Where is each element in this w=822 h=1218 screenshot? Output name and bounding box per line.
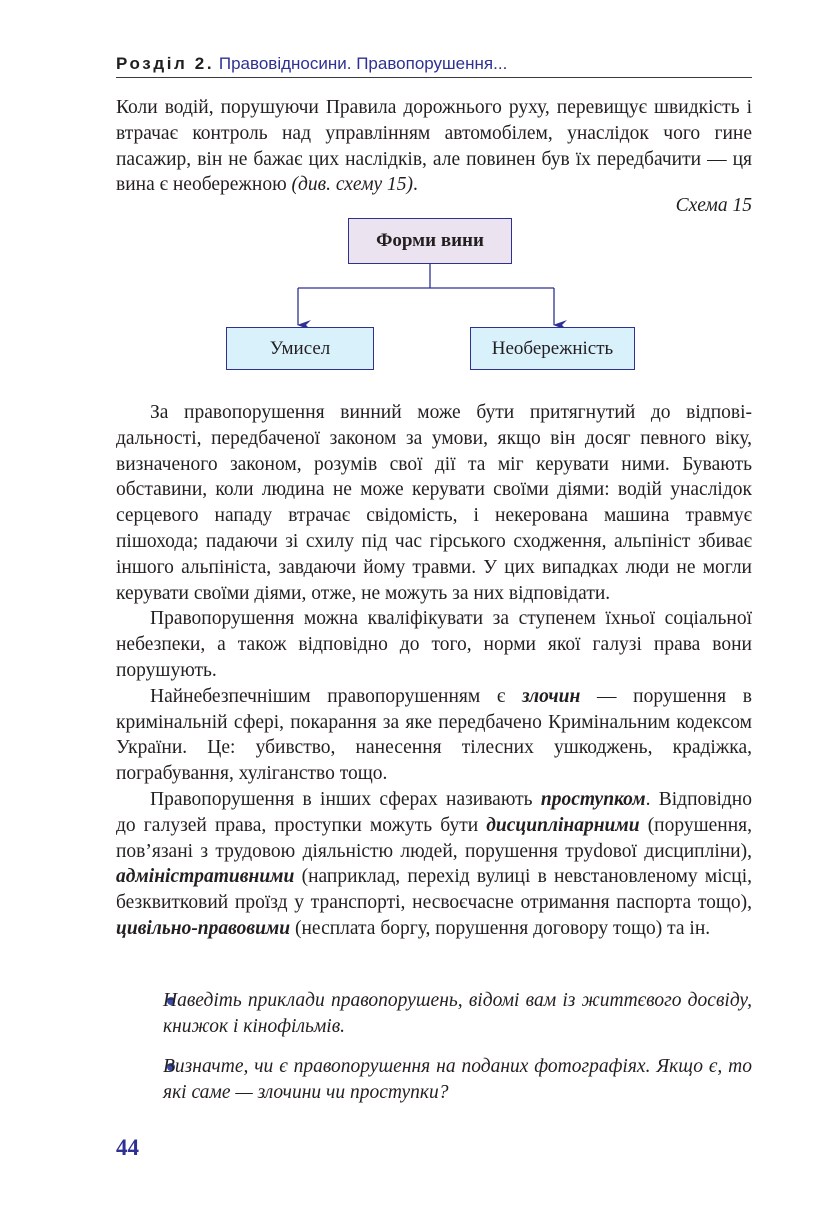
paragraph-offence <box>116 787 752 942</box>
term-crime: злочин <box>521 685 581 707</box>
term-offence: проступком <box>540 788 646 810</box>
section-title: Правовідносини. Правопорушення... <box>218 54 508 73</box>
text-run: . Відповідно до галузей права, проступки можуть бути <box>116 788 752 836</box>
paragraph-classification: Правопорушення можна кваліфікувати за ступенем їхньої соціальної небезпеки, а також відповідно до того, норми якої галузі права вони порушують. <box>116 608 752 681</box>
section-label: Розділ 2. <box>116 54 215 73</box>
text-run: (несплата боргу, порушення договору тощо) та ін. <box>290 917 711 939</box>
text-run: (наприклад, перехід вулиці в невстановленому місці, безквитковий проїзд у транспорті, несвоєчасне отримання паспорта тощо), <box>116 866 752 914</box>
scheme-label: Схема 15 <box>675 195 752 216</box>
text-run: Найнебезпечнішим правопорушенням є <box>150 685 522 707</box>
text-run: (порушення, пов’язані з трудовою діяльністю людей, порушення труdової дисципліни), <box>116 814 752 862</box>
text-run: — порушення в кримінальній сфері, покарання за яке передбачено Кримінальним кодексом України. Це: убивство, нанесення тілесних ушкоджень, крадіжка, пограбування, хуліганство тощо. <box>116 685 752 785</box>
intro-end: . <box>413 174 418 196</box>
term-civil: цивільно-правовими <box>116 917 291 939</box>
task-bullet-2: Визначте, чи є правопорушення на поданих фотографіях. Якщо є, то які саме — злочини чи проступки? <box>163 1056 752 1103</box>
scheme-intent-box: Умисел <box>226 327 374 370</box>
scheme-reference: (див. схему 15) <box>291 174 414 196</box>
scheme-negligence-box: Необережність <box>470 327 635 370</box>
paragraph-crime <box>116 684 752 787</box>
task-bullet-1: Наведіть приклади правопорушень, відомі вам із життєвого досвіду, книжок і кінофільмів. <box>163 990 752 1037</box>
term-disciplinary: дисциплінарними <box>486 814 640 836</box>
text-run: Правопорушення в інших сферах називають <box>150 788 541 810</box>
intro-text: Коли водій, порушуючи Правила дорожнього руху, перевищує швидкість і втрачає контроль над управлінням автомобілем, унаслідок чого гине пасажир, він не бажає цих наслідків, але повинен був їх передбачити — ця вина є необережною <box>116 97 752 196</box>
term-administrative: адміністративними <box>116 866 295 888</box>
page-number: 44 <box>116 1135 139 1160</box>
scheme-root-box: Форми вини <box>348 218 512 264</box>
main-text <box>116 400 752 942</box>
paragraph-responsibility: За правопорушення винний може бути притягнутий до відповідальності, передбаченої законом за умови, якщо він досяг певного віку, визначеного законом, розумів свої дії та міг керувати ними. Бувають обставини, коли людина не може керувати своїми діями: водій унаслідок серцевого нападу втрачає свідомість, і некерована машина травмує пішохода; падаючи зі схилу під час гірського сходження, альпініст збиває іншого альпініста, завдаючи йому травми. У цих випадках люди не могли керувати своїми діями, отже, не можуть за них відповідати. <box>116 402 752 604</box>
